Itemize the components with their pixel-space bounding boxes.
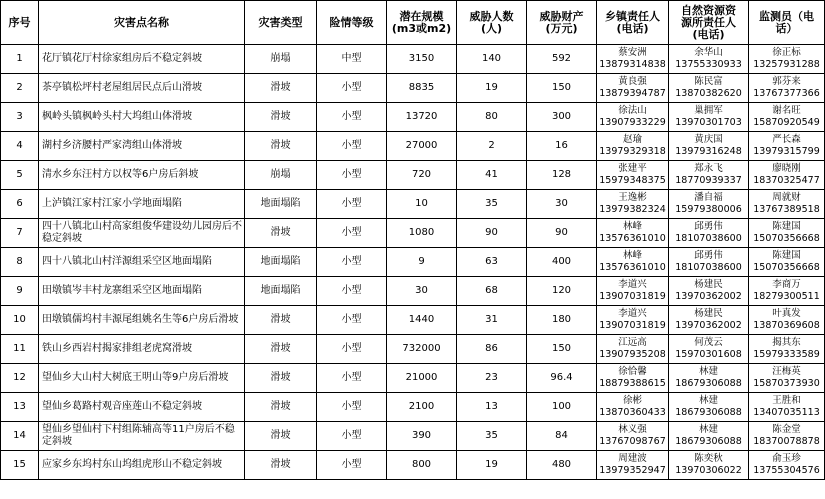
resource-person-name: 杨建民 [694,308,723,319]
monitor-person-phone: 18370325477 [753,175,820,186]
cell-seq: 2 [1,74,39,103]
cell-monitor-contact [749,451,825,480]
monitor-person-name: 廖晓刚 [772,163,801,174]
cell-resource-contact [669,161,749,190]
cell-resource-contact [669,451,749,480]
cell-people: 31 [457,306,527,335]
cell-people: 2 [457,132,527,161]
cell-town-contact [597,190,669,219]
cell-resource-contact [669,190,749,219]
town-person-phone: 13907031819 [599,320,666,331]
cell-seq: 1 [1,45,39,74]
cell-level: 小型 [317,132,387,161]
resource-person-phone: 13979316248 [675,146,742,157]
cell-resource-contact [669,219,749,248]
header-resource-contact [669,1,749,45]
cell-town-contact [597,45,669,74]
cell-monitor-contact [749,306,825,335]
cell-level: 小型 [317,335,387,364]
table-row [1,393,825,422]
cell-monitor-contact [749,132,825,161]
town-person-name: 林峰 [622,250,642,261]
cell-type: 滑坡 [245,103,317,132]
cell-people: 63 [457,248,527,277]
cell-level: 小型 [317,422,387,451]
table-row [1,248,825,277]
resource-person-name: 巢拥军 [694,105,723,116]
town-person-name: 林峰 [622,221,642,232]
resource-person-name: 陈民富 [694,76,723,87]
cell-level: 小型 [317,161,387,190]
resource-person-name: 黄庆国 [694,134,723,145]
cell-type: 地面塌陷 [245,248,317,277]
cell-property: 592 [527,45,597,74]
cell-type: 地面塌陷 [245,277,317,306]
table-row [1,451,825,480]
cell-level: 小型 [317,190,387,219]
cell-site: 枫岭头镇枫岭头村大坞组山体滑坡 [39,103,245,132]
cell-property: 30 [527,190,597,219]
monitor-person-phone: 13257931288 [753,59,820,70]
cell-scale: 3150 [387,45,457,74]
cell-level: 小型 [317,451,387,480]
cell-site: 望仙乡大山村大树底王明山等9户房后滑坡 [39,364,245,393]
cell-property: 480 [527,451,597,480]
resource-person-phone: 15970301608 [675,349,742,360]
cell-monitor-contact [749,45,825,74]
header-people-line1: 威胁人数 [469,9,514,23]
town-person-phone: 13907935208 [599,349,666,360]
header-monitor-contact [749,1,825,45]
monitor-person-name: 严长森 [772,134,801,145]
table-row [1,103,825,132]
cell-resource-contact [669,364,749,393]
cell-town-contact [597,161,669,190]
monitor-person-name: 谢名旺 [772,105,801,116]
resource-person-phone: 13970301703 [675,117,742,128]
town-person-name: 蔡安洲 [618,47,647,58]
table-row [1,74,825,103]
town-person-name: 徐恰馨 [618,366,647,377]
cell-site: 田墩镇儒坞村丰源尾组姚名生等6户房后滑坡 [39,306,245,335]
town-person-phone: 13879314838 [599,59,666,70]
cell-monitor-contact [749,422,825,451]
cell-people: 86 [457,335,527,364]
resource-person-name: 何茂云 [694,337,723,348]
monitor-person-phone: 18279300511 [753,291,820,302]
header-type: 灾害类型 [245,1,317,45]
cell-monitor-contact [749,161,825,190]
resource-person-phone: 13870382620 [675,88,742,99]
table-row [1,161,825,190]
resource-person-phone: 15979380006 [675,204,742,215]
town-person-name: 王逸彬 [618,192,647,203]
header-resource-line3: (电话) [692,27,725,41]
cell-property: 400 [527,248,597,277]
monitor-person-name: 陈建国 [772,250,801,261]
cell-resource-contact [669,393,749,422]
cell-level: 小型 [317,219,387,248]
cell-town-contact [597,219,669,248]
monitor-person-name: 汪梅英 [772,366,801,377]
cell-type: 崩塌 [245,45,317,74]
cell-monitor-contact [749,219,825,248]
cell-monitor-contact [749,277,825,306]
cell-scale: 1080 [387,219,457,248]
cell-town-contact [597,74,669,103]
resource-person-name: 邱勇伟 [694,250,723,261]
cell-seq: 12 [1,364,39,393]
header-resource-line2: 源所责任人 [681,15,736,29]
cell-property: 100 [527,393,597,422]
resource-person-phone: 18107038600 [675,233,742,244]
town-person-phone: 13979329318 [599,146,666,157]
town-person-phone: 13576361010 [599,262,666,273]
monitor-person-name: 周就财 [772,192,801,203]
cell-scale: 21000 [387,364,457,393]
cell-site: 望仙乡望仙村下村组陈辅高等11户房后不稳定斜坡 [39,422,245,451]
town-person-phone: 13907933229 [599,117,666,128]
cell-resource-contact [669,132,749,161]
cell-site: 花厅镇花厅村徐家组房后不稳定斜坡 [39,45,245,74]
table-row [1,422,825,451]
header-scale-line2: (m3或m2) [391,21,452,35]
monitor-person-name: 王胜和 [772,395,801,406]
cell-level: 小型 [317,248,387,277]
cell-seq: 7 [1,219,39,248]
header-property-line1: 威胁财产 [539,9,584,23]
cell-level: 小型 [317,74,387,103]
town-person-phone: 13576361010 [599,233,666,244]
cell-scale: 30 [387,277,457,306]
resource-person-name: 林建 [698,395,718,406]
cell-type: 滑坡 [245,364,317,393]
cell-seq: 6 [1,190,39,219]
cell-site: 湖村乡济腰村严家湾组山体滑坡 [39,132,245,161]
town-person-phone: 13979382324 [599,204,666,215]
monitor-person-phone: 15070356668 [753,262,820,273]
resource-person-name: 杨建民 [694,279,723,290]
resource-person-phone: 13970362002 [675,320,742,331]
cell-town-contact [597,393,669,422]
resource-person-phone: 13970306022 [675,465,742,476]
header-town-line1: 乡镇责任人 [605,9,660,23]
monitor-person-name: 李商万 [772,279,801,290]
town-person-name: 江远高 [618,337,647,348]
cell-property: 96.4 [527,364,597,393]
monitor-person-phone: 15979333589 [753,349,820,360]
header-people-line2: (人) [480,21,503,35]
cell-scale: 8835 [387,74,457,103]
town-person-name: 徐法山 [618,105,647,116]
resource-person-phone: 13970362002 [675,291,742,302]
cell-resource-contact [669,74,749,103]
monitor-person-name: 陈金堂 [772,424,801,435]
resource-person-name: 郑永飞 [694,163,723,174]
cell-property: 150 [527,335,597,364]
header-monitor-line1: 监测员（电 [759,9,814,23]
cell-property: 180 [527,306,597,335]
town-person-name: 徐彬 [622,395,642,406]
header-town-line2: (电话) [616,21,649,35]
town-person-phone: 13767098767 [599,436,666,447]
header-row [1,1,825,45]
monitor-person-name: 徐正标 [772,47,801,58]
cell-town-contact [597,422,669,451]
cell-property: 150 [527,74,597,103]
monitor-person-phone: 15870373930 [753,378,820,389]
monitor-person-name: 郭芬来 [772,76,801,87]
cell-scale: 2100 [387,393,457,422]
cell-scale: 800 [387,451,457,480]
cell-site: 应家乡东坞村东山坞组虎形山不稳定斜坡 [39,451,245,480]
cell-property: 16 [527,132,597,161]
cell-level: 小型 [317,393,387,422]
resource-person-phone: 13755330933 [675,59,742,70]
cell-type: 滑坡 [245,219,317,248]
cell-site: 上泸镇江家村江家小学地面塌陷 [39,190,245,219]
cell-resource-contact [669,306,749,335]
cell-type: 滑坡 [245,74,317,103]
header-monitor-line2: 话） [775,21,798,35]
cell-people: 68 [457,277,527,306]
table-row [1,306,825,335]
table-row [1,132,825,161]
cell-scale: 10 [387,190,457,219]
monitor-person-name: 俞玉珍 [772,453,801,464]
header-resource-line1: 自然资源资 [681,3,736,17]
cell-resource-contact [669,103,749,132]
cell-type: 滑坡 [245,393,317,422]
cell-people: 19 [457,74,527,103]
cell-scale: 720 [387,161,457,190]
resource-person-name: 余华山 [694,47,723,58]
resource-person-name: 林建 [698,424,718,435]
town-person-name: 林义强 [618,424,647,435]
monitor-person-name: 揭其东 [772,337,801,348]
cell-town-contact [597,451,669,480]
town-person-name: 李道兴 [618,308,647,319]
cell-type: 滑坡 [245,422,317,451]
cell-town-contact [597,103,669,132]
resource-person-phone: 18679306088 [675,436,742,447]
cell-town-contact [597,364,669,393]
header-scale-line1: 潜在规模 [399,9,444,23]
header-town-contact [597,1,669,45]
cell-town-contact [597,132,669,161]
cell-resource-contact [669,45,749,74]
cell-people: 35 [457,190,527,219]
cell-resource-contact [669,248,749,277]
cell-seq: 5 [1,161,39,190]
cell-seq: 10 [1,306,39,335]
monitor-person-name: 陈建国 [772,221,801,232]
cell-property: 90 [527,219,597,248]
cell-monitor-contact [749,103,825,132]
header-site: 灾害点名称 [39,1,245,45]
cell-property: 84 [527,422,597,451]
cell-scale: 27000 [387,132,457,161]
monitor-person-phone: 13407035113 [753,407,820,418]
cell-monitor-contact [749,364,825,393]
cell-people: 13 [457,393,527,422]
cell-site: 清水乡东汪村方以权等6户房后斜坡 [39,161,245,190]
town-person-phone: 13907031819 [599,291,666,302]
header-level: 险情等级 [317,1,387,45]
cell-site: 茶亭镇松坪村老屋组居民点后山滑坡 [39,74,245,103]
cell-level: 小型 [317,103,387,132]
cell-people: 35 [457,422,527,451]
table-body [1,45,825,480]
cell-type: 滑坡 [245,132,317,161]
resource-person-name: 林建 [698,366,718,377]
cell-scale: 13720 [387,103,457,132]
cell-monitor-contact [749,190,825,219]
cell-site: 望仙乡葛路村观音座莲山不稳定斜坡 [39,393,245,422]
cell-seq: 11 [1,335,39,364]
town-person-name: 赵瑜 [622,134,642,145]
resource-person-name: 陈奕秋 [694,453,723,464]
cell-people: 80 [457,103,527,132]
monitor-person-phone: 15070356668 [753,233,820,244]
town-person-name: 黄良强 [618,76,647,87]
cell-monitor-contact [749,74,825,103]
cell-resource-contact [669,335,749,364]
resource-person-name: 邱勇伟 [694,221,723,232]
cell-seq: 4 [1,132,39,161]
cell-scale: 390 [387,422,457,451]
town-person-name: 李道兴 [618,279,647,290]
monitor-person-phone: 13755304576 [753,465,820,476]
header-property [527,1,597,45]
cell-seq: 15 [1,451,39,480]
town-person-phone: 13870360433 [599,407,666,418]
cell-property: 120 [527,277,597,306]
cell-monitor-contact [749,335,825,364]
cell-type: 地面塌陷 [245,190,317,219]
cell-scale: 9 [387,248,457,277]
cell-type: 崩塌 [245,161,317,190]
cell-monitor-contact [749,248,825,277]
town-person-name: 张建平 [618,163,647,174]
town-person-phone: 13879394787 [599,88,666,99]
cell-seq: 14 [1,422,39,451]
cell-property: 128 [527,161,597,190]
cell-seq: 3 [1,103,39,132]
cell-level: 中型 [317,45,387,74]
cell-people: 23 [457,364,527,393]
cell-seq: 9 [1,277,39,306]
cell-seq: 13 [1,393,39,422]
cell-level: 小型 [317,306,387,335]
table-row [1,219,825,248]
resource-person-phone: 18770939337 [675,175,742,186]
town-person-phone: 15979348375 [599,175,666,186]
monitor-person-phone: 13979315799 [753,146,820,157]
cell-people: 90 [457,219,527,248]
cell-monitor-contact [749,393,825,422]
cell-site: 四十八镇北山村高家组俊华建设幼儿园房后不稳定斜坡 [39,219,245,248]
cell-level: 小型 [317,364,387,393]
table-row [1,364,825,393]
cell-scale: 1440 [387,306,457,335]
cell-resource-contact [669,277,749,306]
cell-resource-contact [669,422,749,451]
cell-town-contact [597,248,669,277]
cell-type: 滑坡 [245,335,317,364]
cell-site: 四十八镇北山村洋源组采空区地面塌陷 [39,248,245,277]
cell-people: 41 [457,161,527,190]
header-property-line2: (万元) [545,21,578,35]
cell-type: 滑坡 [245,451,317,480]
cell-scale: 732000 [387,335,457,364]
table-row [1,277,825,306]
town-person-phone: 18879388615 [599,378,666,389]
monitor-person-phone: 18370078878 [753,436,820,447]
monitor-person-phone: 15870920549 [753,117,820,128]
monitor-person-phone: 13767377366 [753,88,820,99]
cell-people: 19 [457,451,527,480]
cell-level: 小型 [317,277,387,306]
monitor-person-phone: 13767389518 [753,204,820,215]
table-row [1,190,825,219]
town-person-phone: 13979352947 [599,465,666,476]
cell-town-contact [597,277,669,306]
cell-type: 滑坡 [245,306,317,335]
cell-seq: 8 [1,248,39,277]
cell-town-contact [597,335,669,364]
resource-person-phone: 18679306088 [675,378,742,389]
cell-people: 140 [457,45,527,74]
table-row [1,45,825,74]
town-person-name: 周建波 [618,453,647,464]
header-people [457,1,527,45]
header-seq: 序号 [1,1,39,45]
header-scale [387,1,457,45]
resource-person-phone: 18679306088 [675,407,742,418]
monitor-person-name: 叶真发 [772,308,801,319]
resource-person-phone: 18107038600 [675,262,742,273]
cell-town-contact [597,306,669,335]
monitor-person-phone: 13870369608 [753,320,820,331]
table-row [1,335,825,364]
resource-person-name: 潘自福 [694,192,723,203]
cell-property: 300 [527,103,597,132]
cell-site: 田墩镇岑丰村龙寨组采空区地面塌陷 [39,277,245,306]
cell-site: 铁山乡西岩村揭家排组老虎窝滑坡 [39,335,245,364]
